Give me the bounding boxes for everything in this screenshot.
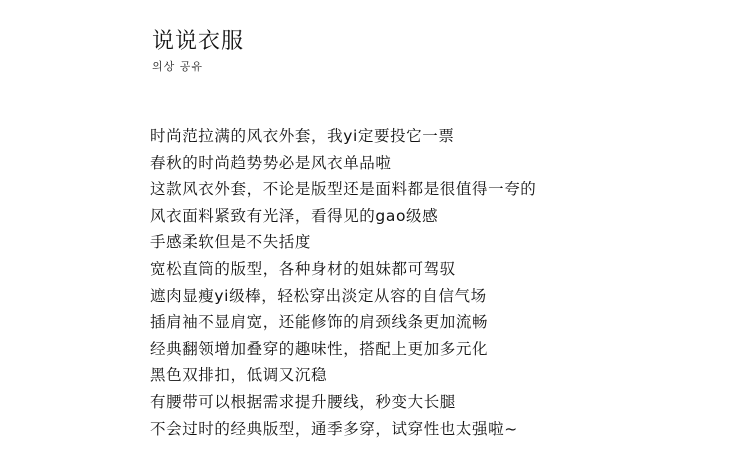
page-title: 说说衣服 xyxy=(152,29,245,54)
content-line-2: 春秋的时尚趋势势必是风衣单品啦 xyxy=(150,153,392,172)
content-line-4: 风衣面料紧致有光泽，看得见的gao级感 xyxy=(150,206,439,225)
content-line-10: 黑色双排扣，低调又沉稳 xyxy=(150,366,328,385)
header xyxy=(152,28,244,74)
content-line-5: 手感柔软但是不失括度 xyxy=(150,233,312,252)
page-subtitle: 의상 공유 xyxy=(152,60,204,73)
content-line-1: 时尚范拉满的风衣外套，我yi定要投它一票 xyxy=(150,127,455,145)
content-line-11: 有腰带可以根据需求提升腰线，秒变大长腿 xyxy=(150,392,456,411)
content-line-3: 这款风衣外套，不论是版型还是面料都是很值得一夸的 xyxy=(150,180,537,199)
content-line-8: 插肩袖不显肩宽，还能修饰的肩颈线条更加流畅 xyxy=(150,313,489,332)
content-line-12: 不会过时的经典版型，通季多穿，试穿性也太强啦~ xyxy=(150,419,518,438)
content-body xyxy=(150,123,710,442)
content-line-9: 经典翻领增加叠穿的趣味性，搭配上更加多元化 xyxy=(150,339,489,358)
content-line-6: 宽松直筒的版型，各种身材的姐妹都可驾驭 xyxy=(150,259,456,278)
content-line-7: 遮肉显瘦yi级棒，轻松穿出淡定从容的自信气场 xyxy=(150,286,487,305)
